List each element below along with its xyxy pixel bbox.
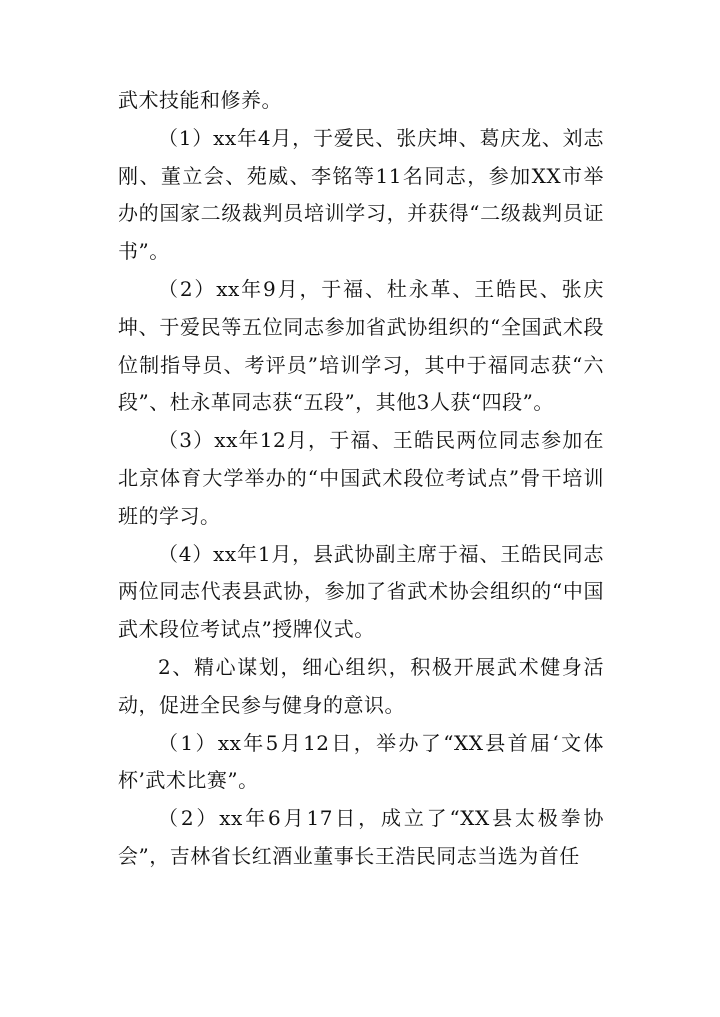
paragraph-item-6: （2）xx年6月17日，成立了“XX县太极拳协会”，吉林省长红酒业董事长王浩民同志当选为首任 [118,806,604,868]
section-heading-2: 2、精心谋划，细心组织，积极开展武术健身活动，促进全民参与健身的意识。 [118,654,604,717]
paragraph-item-4: （4）xx年1月，县武协副主席于福、王皓民同志两位同志代表县武协，参加了省武术协会组织的“中国武术段位考试点”授牌仪式。 [118,541,604,642]
document-body [118,82,604,876]
paragraph-item-3: （3）xx年12月，于福、王皓民两位同志参加在北京体育大学举办的“中国武术段位考试点”骨干培训班的学习。 [118,428,604,528]
paragraph-continuation: 武术技能和修养。 [118,88,282,112]
paragraph-item-5: （1）xx年5月12日，举办了“XX县首届‘文体杯’武术比赛”。 [118,730,604,793]
paragraph-item-2: （2）xx年9月，于福、杜永革、王皓民、张庆坤、于爱民等五位同志参加省武协组织的“全国武术段位制指导员、考评员”培训学习，其中于福同志获“六段”、杜永革同志获“五段”，其他3人获“四段”。 [118,276,604,415]
paragraph-item-1: （1）xx年4月，于爱民、张庆坤、葛庆龙、刘志刚、董立会、苑威、李铭等11名同志，参加XX市举办的国家二级裁判员培训学习，并获得“二级裁判员证书”。 [118,125,604,264]
